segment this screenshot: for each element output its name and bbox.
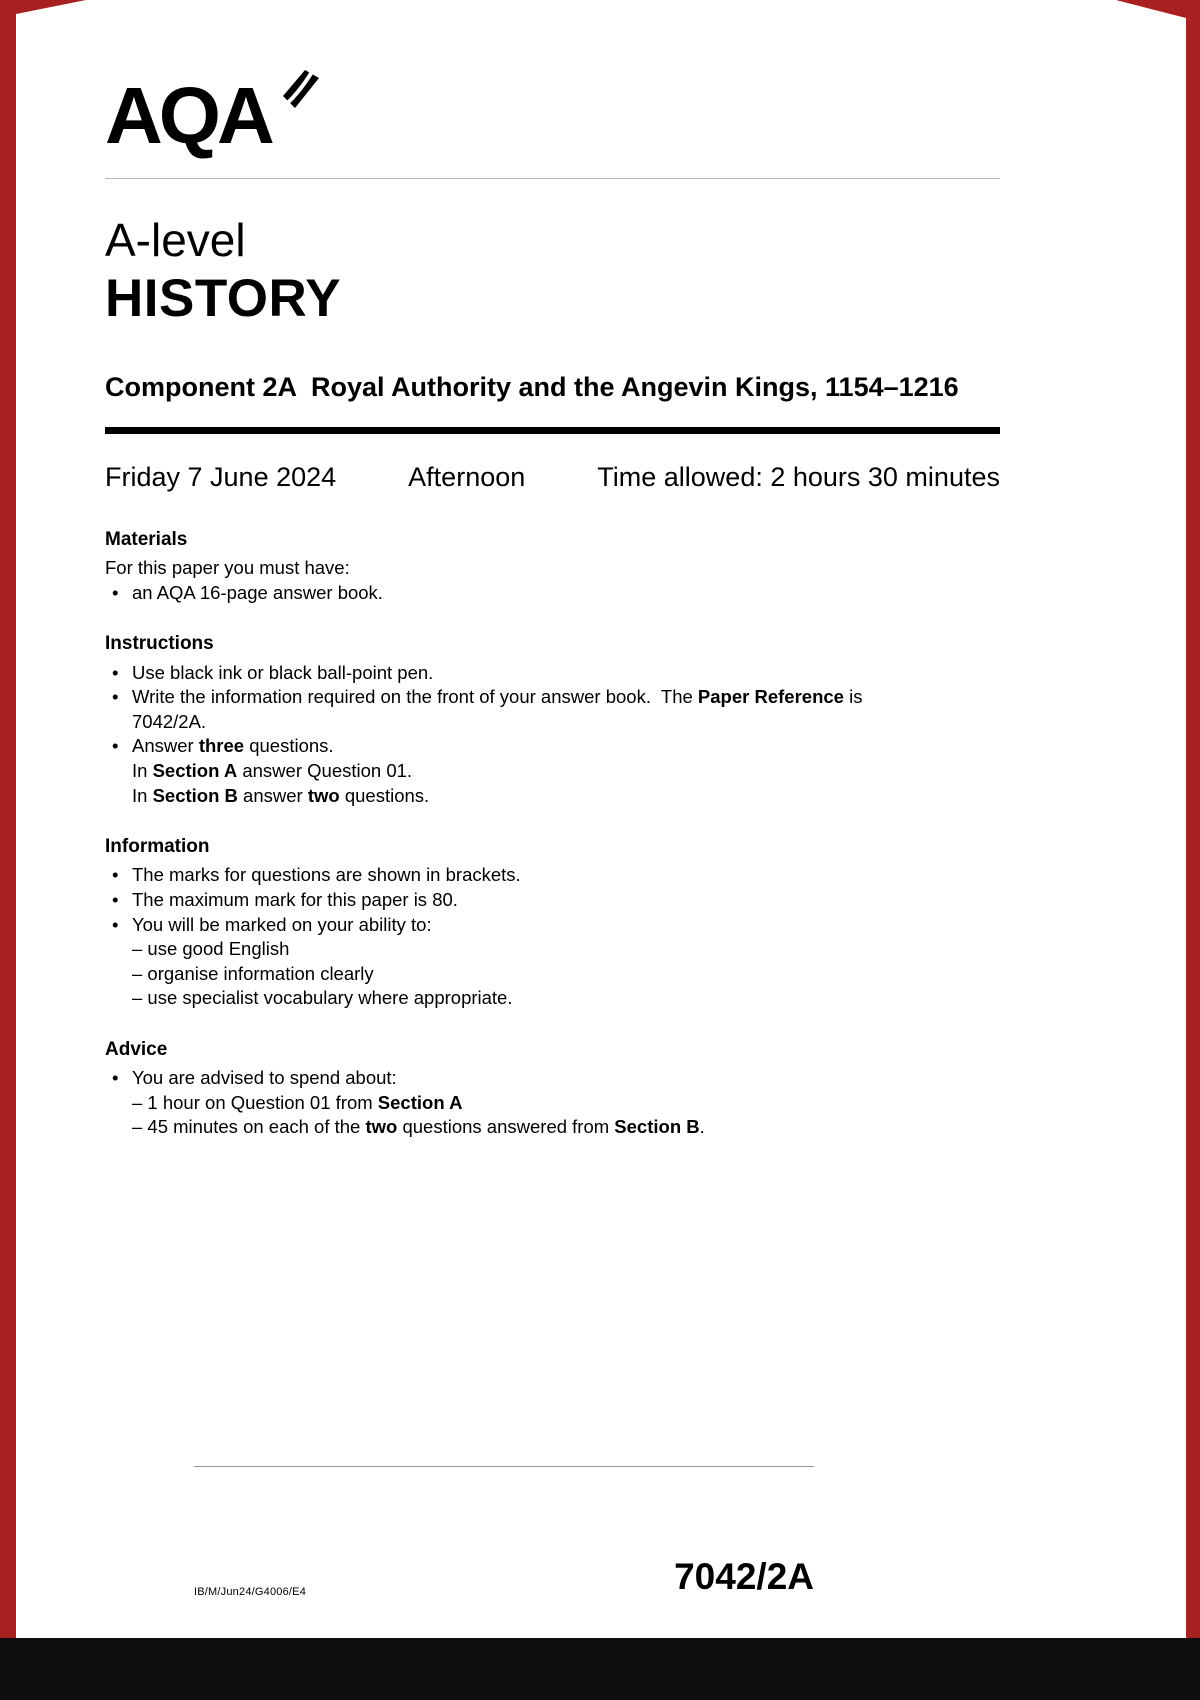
text-line: – organise information clearly: [132, 962, 374, 984]
title-rule: [105, 427, 1000, 434]
text-line: In Section A answer Question 01.: [132, 759, 413, 781]
text-line: • Write the information required on the front of your answer book. The Paper Reference is: [105, 685, 1000, 710]
text-line: • Use black ink or black ball-point pen.: [105, 661, 1000, 686]
exam-date: Friday 7 June 2024: [105, 461, 337, 492]
text-line: – use good English: [132, 938, 290, 960]
scan-edge-top-right: [1116, 0, 1186, 18]
exam-session: Afternoon: [408, 461, 526, 492]
exam-paper-page: [16, 0, 1186, 1638]
text-line: • The maximum mark for this paper is 80.: [105, 888, 1000, 913]
subject-title: HISTORY: [105, 268, 342, 328]
exam-session-row: [105, 462, 1000, 493]
bullet-icon: •: [112, 581, 119, 603]
scan-edge-top-left: [16, 0, 86, 14]
scan-edge-bottom-bar: [0, 1638, 1200, 1700]
text-line: For this paper you must have:: [105, 557, 350, 579]
text-line: In Section B answer two questions.: [132, 784, 430, 806]
bullet-icon: •: [112, 661, 119, 683]
footer-divider: [194, 1466, 814, 1467]
bullet-icon: •: [112, 864, 119, 886]
footer: [194, 1556, 814, 1598]
bullet-icon: •: [112, 686, 119, 708]
section-information: [105, 834, 1000, 1011]
component-title: Component 2A Royal Authority and the Angevin Kings, 1154–1216: [105, 371, 959, 402]
aqa-logo: [105, 71, 1000, 160]
text-line: • an AQA 16-page answer book.: [105, 581, 1000, 606]
section-advice: [105, 1037, 1000, 1140]
page-content: [105, 0, 1000, 1638]
text-line: – use specialist vocabulary where appropriate.: [132, 987, 513, 1009]
section-heading: Instructions: [105, 633, 214, 655]
section-instructions: [105, 631, 1000, 808]
text-line: – 45 minutes on each of the two questions answered from Section B.: [132, 1116, 705, 1138]
section-heading: Advice: [105, 1039, 168, 1060]
aqa-logo-leaf-icon: [275, 68, 321, 119]
qualification-title: A-level: [105, 214, 246, 266]
text-line: • The marks for questions are shown in brackets.: [105, 863, 1000, 888]
bullet-icon: •: [112, 735, 119, 757]
section-heading: Materials: [105, 528, 188, 550]
sections: [105, 527, 1000, 1140]
bullet-icon: •: [112, 1067, 119, 1089]
text-line: – 1 hour on Question 01 from Section A: [132, 1091, 463, 1113]
header-divider: [105, 178, 1000, 179]
section-heading: Information: [105, 836, 210, 858]
time-allowed: Time allowed: 2 hours 30 minutes: [597, 461, 1000, 492]
section-materials: [105, 527, 1000, 605]
aqa-logo-text: AQA: [105, 71, 271, 160]
bullet-icon: •: [112, 913, 119, 935]
footer-reference-code: IB/M/Jun24/G4006/E4: [194, 1586, 307, 1598]
text-line: 7042/2A.: [132, 710, 207, 732]
paper-reference: 7042/2A: [674, 1556, 814, 1597]
text-line: • Answer three questions.: [105, 734, 1000, 759]
text-line: • You will be marked on your ability to:: [105, 913, 1000, 938]
text-line: • You are advised to spend about:: [105, 1066, 1000, 1091]
bullet-icon: •: [112, 889, 119, 911]
